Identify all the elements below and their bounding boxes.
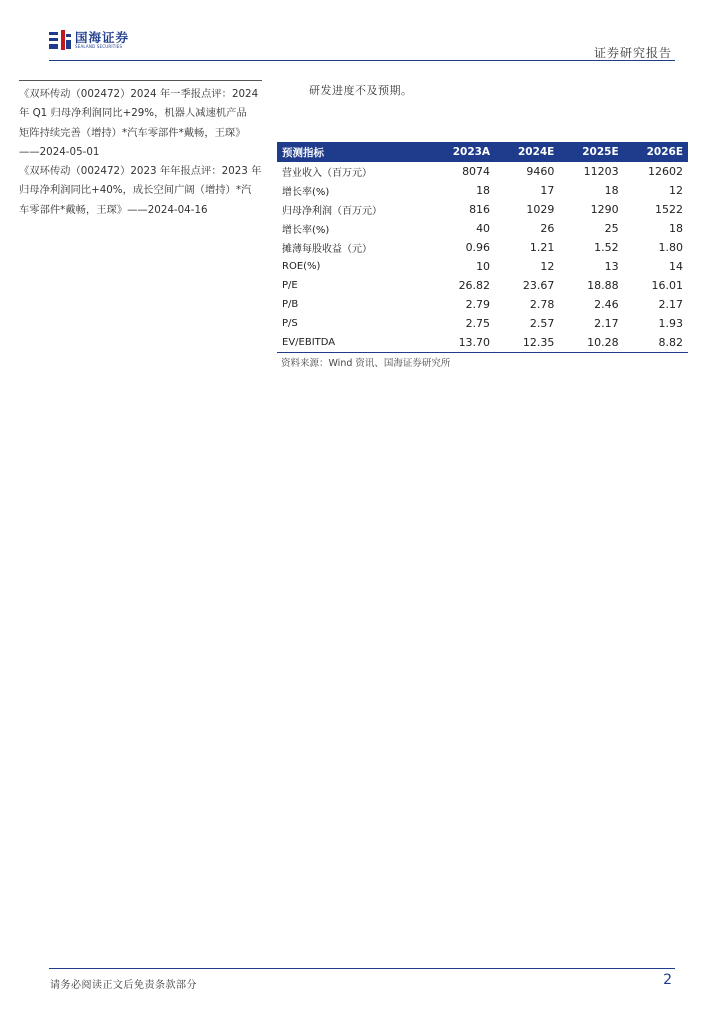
report-line: 《双环传动（002472）2024 年一季报点评：2024 [19, 88, 259, 100]
metric-value: 12 [669, 184, 683, 197]
report-line: ——2024-05-01 [19, 145, 100, 158]
report-line: 车零部件*戴畅，王琛》——2024-04-16 [19, 203, 208, 216]
footer-divider [49, 968, 675, 969]
metric-label: 归母净利润（百万元） [282, 206, 382, 217]
table-header-cell: 2025E [559, 142, 623, 162]
metric-value: 1029 [526, 203, 555, 216]
metric-value: 2.78 [529, 298, 555, 311]
header-title: 证券研究报告 [593, 46, 672, 60]
logo-chinese-name: 国海证券 [75, 30, 130, 45]
table-row [277, 333, 688, 353]
metric-value: 9460 [526, 165, 555, 178]
metric-label: 营业收入（百万元） [282, 168, 372, 179]
table-row [277, 181, 688, 200]
metric-value: 23.67 [522, 279, 555, 292]
metric-value: 1.80 [658, 241, 683, 254]
report-line: 归母净利润同比+40%，成长空间广阔（增持）*汽 [19, 184, 252, 197]
table-row [277, 238, 688, 257]
table-header-cell: 2026E [624, 142, 688, 162]
metric-label: 增长率(%) [282, 187, 330, 198]
table-row [277, 219, 688, 238]
metric-value: 1.93 [658, 317, 683, 330]
metric-label: P/B [282, 299, 299, 310]
metric-value: 2.46 [594, 298, 619, 311]
forecast-table [277, 142, 688, 353]
metric-value: 26 [540, 222, 555, 235]
metric-value: 13.70 [429, 333, 495, 353]
metric-value: 18.88 [587, 279, 619, 292]
metric-value: 2.75 [465, 317, 491, 330]
table-row [277, 276, 688, 295]
metric-value: 1.52 [594, 241, 619, 254]
metric-value: 1.21 [529, 241, 555, 254]
metric-value: 16.01 [651, 279, 683, 292]
report-line: 年 Q1 归母净利润同比+29%，机器人减速机产品 [19, 107, 247, 120]
metric-value: 18 [604, 184, 619, 197]
metric-label: 摊薄每股收益（元） [282, 244, 372, 255]
metric-value: 11203 [583, 165, 619, 178]
table-row [277, 200, 688, 219]
metric-label: EV/EBITDA [277, 333, 429, 353]
metric-value: 1522 [655, 203, 683, 216]
metric-value: 2.17 [658, 298, 683, 311]
metric-label: P/E [282, 280, 298, 291]
metric-label: ROE(%) [282, 261, 321, 272]
metric-label: 增长率(%) [282, 225, 330, 236]
metric-value: 2.57 [529, 317, 555, 330]
page-number: 2 [663, 972, 672, 988]
table-row [277, 295, 688, 314]
company-logo [49, 30, 129, 50]
related-reports-divider [19, 80, 262, 81]
metric-label: P/S [282, 318, 298, 329]
metric-value: 12602 [648, 165, 683, 178]
table-row [277, 257, 688, 276]
metric-value: 18 [476, 184, 491, 197]
source-note: 资料来源：Wind 资讯、国海证券研究所 [281, 358, 451, 369]
metric-value: 816 [469, 203, 491, 216]
risk-text: 研发进度不及预期。 [309, 84, 413, 97]
table-row [277, 162, 688, 181]
table-header-row [277, 142, 688, 162]
metric-value: 14 [669, 260, 683, 273]
metric-value: 8.82 [624, 333, 688, 353]
header-divider [49, 60, 675, 61]
table-header-cell: 预测指标 [277, 142, 429, 162]
metric-value: 12.35 [495, 333, 559, 353]
metric-value: 18 [669, 222, 683, 235]
metric-value: 26.82 [458, 279, 491, 292]
metric-value: 13 [604, 260, 619, 273]
metric-value: 40 [476, 222, 491, 235]
footer-disclaimer: 请务必阅读正文后免责条款部分 [50, 980, 197, 991]
page-header [0, 0, 724, 62]
report-line: 《双环传动（002472）2023 年年报点评：2023 年 [19, 165, 262, 178]
metric-value: 2.79 [465, 298, 491, 311]
table-header-cell: 2024E [495, 142, 559, 162]
related-reports [19, 80, 262, 220]
metric-value: 10 [476, 260, 491, 273]
logo-english-name: SEALAND SECURITIES [75, 44, 123, 49]
metric-value: 25 [604, 222, 619, 235]
metric-value: 1290 [590, 203, 619, 216]
report-line: 矩阵持续完善（增持）*汽车零部件*戴畅，王琛》 [19, 126, 246, 139]
table-row [277, 314, 688, 333]
metric-value: 17 [540, 184, 555, 197]
metric-value: 8074 [462, 165, 491, 178]
logo-icon [49, 30, 71, 50]
metric-value: 12 [540, 260, 555, 273]
metric-value: 10.28 [559, 333, 623, 353]
metric-value: 2.17 [594, 317, 619, 330]
metric-value: 0.96 [465, 241, 491, 254]
table-header-cell: 2023A [429, 142, 495, 162]
